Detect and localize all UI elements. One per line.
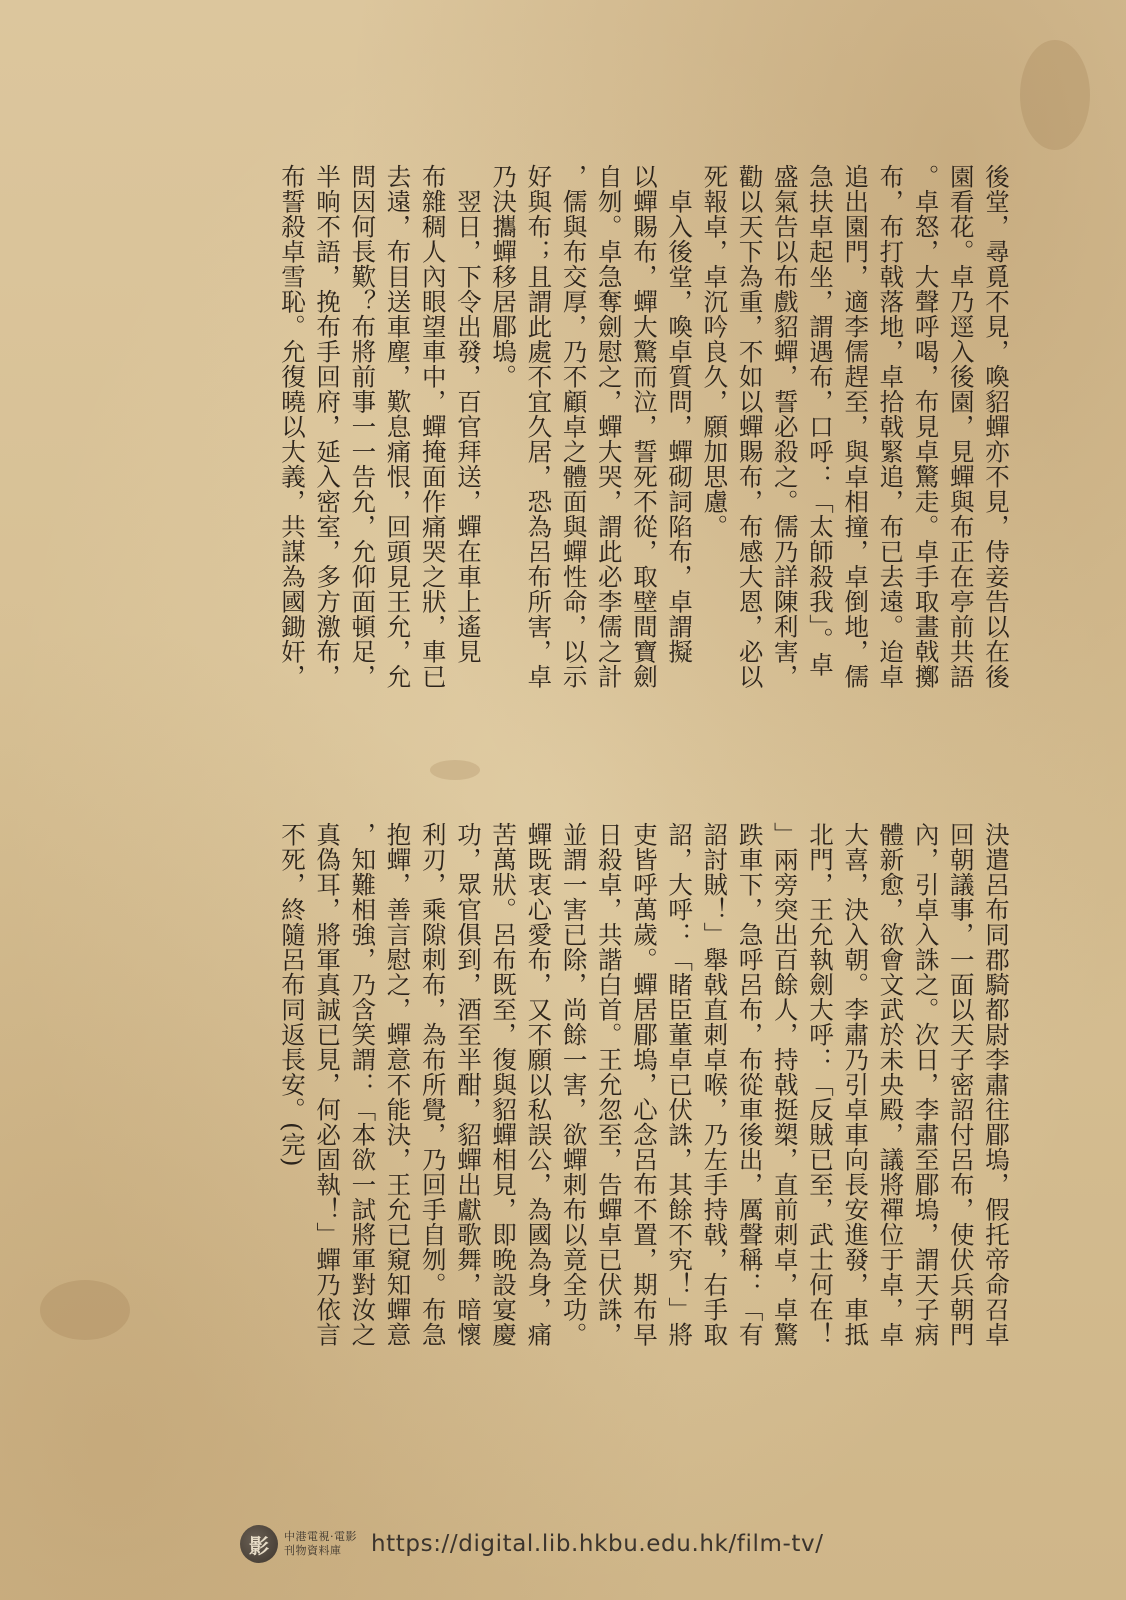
text-column: ，儒與布交厚，乃不顧卓之體面與蟬性命，以示: [559, 164, 589, 689]
text-column: 詔討賊！」舉戟直刺卓喉，乃左手持戟，右手取: [700, 822, 730, 1347]
text-column: 真偽耳，將軍真誠已見，何必固執！」蟬乃依言: [313, 822, 343, 1347]
article-text-bottom: [275, 822, 1014, 1422]
text-column: 利刃，乘隙刺布，為布所覺，乃回手自刎。布急: [418, 822, 448, 1347]
text-column: 不死，終隨呂布同返長安。(完): [277, 822, 307, 1168]
text-column: 追出園門，適李儒趕至，與卓相撞，卓倒地，儒: [841, 164, 871, 689]
logo-line-1: 中港電視‧電影: [284, 1530, 357, 1543]
source-url-link[interactable]: https://digital.lib.hkbu.edu.hk/film-tv/: [371, 1531, 824, 1557]
text-column: 」兩旁突出百餘人，持戟挺槊，直前刺卓，卓驚: [770, 822, 800, 1347]
text-column: 園看花。卓乃逕入後園，見蟬與布正在亭前共語: [946, 164, 976, 689]
text-column: 半晌不語，挽布手回府，延入密室，多方激布，: [313, 164, 343, 689]
paper-stain: [1020, 40, 1090, 150]
text-column: 大喜，決入朝。李肅乃引卓車向長安進發，車抵: [841, 822, 871, 1347]
text-column: 決遣呂布同郡騎都尉李肅往郿塢，假托帝命召卓: [982, 822, 1011, 1347]
watermark-footer: [240, 1520, 824, 1568]
text-column: 好與布；且謂此處不宜久居，恐為呂布所害，卓: [524, 164, 554, 689]
text-column: 盛氣告以布戲貂蟬，誓必殺之。儒乃詳陳利害，: [770, 164, 800, 689]
text-column: 勸以天下為重，不如以蟬賜布，布感大恩，必以: [735, 164, 765, 689]
text-column: 蟬既衷心愛布，又不願以私誤公，為國為身，痛: [524, 822, 554, 1347]
text-column: 並謂一害已除，尚餘一害，欲蟬刺布以竟全功。: [559, 822, 589, 1347]
text-column: 詔，大呼：「睹臣董卓已伏誅，其餘不究！」將: [665, 822, 695, 1347]
text-column: 翌日，下令出發，百官拜送，蟬在車上遙見: [453, 164, 483, 664]
library-logo-icon: [240, 1525, 278, 1563]
text-column: 布誓殺卓雪恥。允復曉以大義，共謀為國鋤奸，: [277, 164, 307, 689]
library-logo-text: [284, 1530, 357, 1558]
text-column: 。卓怒，大聲呼喝，布見卓驚走。卓手取畫戟擲: [911, 164, 941, 689]
text-column: 以蟬賜布，蟬大驚而泣，誓死不從，取壁間寶劍: [629, 164, 659, 689]
text-column: 內，引卓入誅之。次日，李肅至郿塢，謂天子病: [911, 822, 941, 1347]
text-column: 日殺卓，共諧白首。王允忽至，告蟬卓已伏誅，: [594, 822, 624, 1347]
text-column: 回朝議事，一面以天子密詔付呂布，使伏兵朝門: [946, 822, 976, 1347]
text-column: 吏皆呼萬歲。蟬居郿塢，心念呂布不置，期布早: [629, 822, 659, 1347]
text-column: 去遠，布目送車塵，歎息痛恨，回頭見王允，允: [383, 164, 413, 689]
text-column: ，知難相強，乃含笑謂：「本欲一試將軍對汝之: [348, 822, 378, 1347]
text-column: 問因何長歎？布將前事一一告允，允仰面頓足，: [348, 164, 378, 689]
text-column: 乃決攜蟬移居郿塢。: [489, 164, 519, 389]
text-column: 後堂，尋覓不見，喚貂蟬亦不見，侍妾告以在後: [982, 164, 1011, 689]
text-column: 卓入後堂，喚卓質問，蟬砌詞陷布，卓謂擬: [665, 164, 695, 664]
text-column: 功，眾官俱到，酒至半酣，貂蟬出獻歌舞，暗懷: [453, 822, 483, 1347]
text-column: 布，布打戟落地，卓拾戟緊追，布已去遠。迨卓: [876, 164, 906, 689]
text-column: 急扶卓起坐，謂遇布，口呼：「太師殺我」。卓: [805, 164, 835, 677]
paper-stain: [40, 1280, 130, 1340]
article-text-top: [275, 164, 1014, 764]
logo-line-2: 刊物資料庫: [284, 1544, 342, 1557]
text-column: 跌車下，急呼呂布，布從車後出，厲聲稱：「有: [735, 822, 765, 1347]
text-column: 體新愈，欲會文武於未央殿，議將禪位于卓，卓: [876, 822, 906, 1347]
text-column: 自刎。卓急奪劍慰之，蟬大哭，謂此必李儒之計: [594, 164, 624, 689]
text-column: 布雜稠人內眼望車中，蟬掩面作痛哭之狀，車已: [418, 164, 448, 689]
text-column: 苦萬狀。呂布既至，復與貂蟬相見，即晚設宴慶: [489, 822, 519, 1347]
text-column: 抱蟬，善言慰之，蟬意不能決，王允已窺知蟬意: [383, 822, 413, 1347]
text-column: 死報卓，卓沉吟良久，願加思慮。: [700, 164, 730, 539]
logo-glyph: 影: [249, 1533, 269, 1558]
text-column: 北門，王允執劍大呼：「反賊已至，武士何在！: [805, 822, 835, 1347]
